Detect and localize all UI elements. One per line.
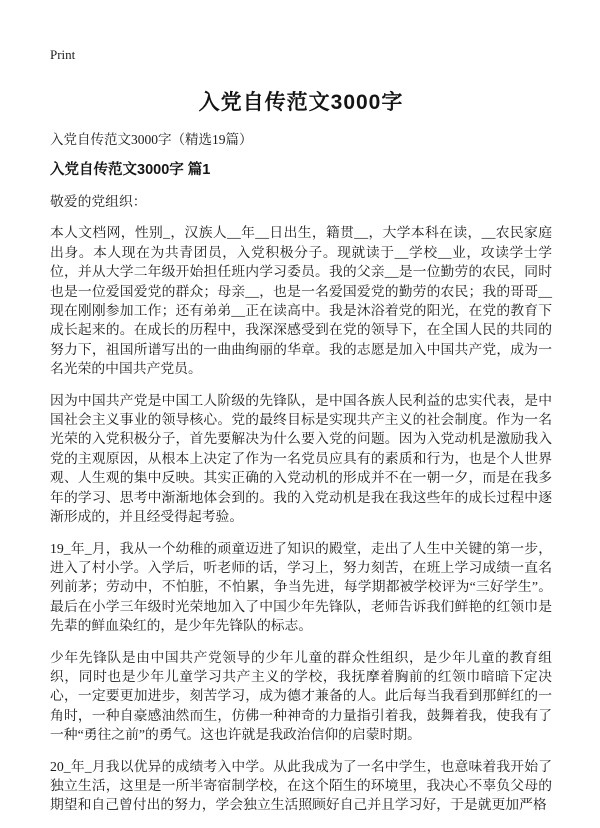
print-link[interactable]: Print	[50, 47, 76, 62]
section-heading: 入党自传范文3000字 篇1	[50, 162, 211, 178]
page-title: 入党自传范文3000字	[198, 91, 404, 114]
document-subtitle: 入党自传范文3000字（精选19篇）	[50, 132, 253, 147]
paragraph-motivation: 因为中国共产党是中国工人阶级的先锋队，是中国各族人民利益的忠实代表，是中国社会主义事业的领导核心。党的最终目标是实现共产主义的社会制度。作为一名光荣的入党积极分子，首先要解决为什么要入党的问题。因为入党动机是激励我入党的主观原因，从根本上决定了作为一名党员应具有的素质和行为，也是个人世界观、人生观的集中反映。其实正确的入党动机的形成并不在一朝一夕，而是在我多年的学习、思考中渐渐地体会到的。我的入党动机是我在我这些年的成长过程中逐渐形成的，并且经受得起考验。	[50, 392, 552, 525]
salutation: 敬爱的党组织：	[50, 194, 147, 209]
paragraph-middle-school: 20_年_月我以优异的成绩考入中学。从此我成为了一名中学生，也意味着我开始了独立生活，这里是一所半寄宿制学校，在这个陌生的环境里，我决心不辜负父母的期望和自己曾付出的努力，学会独立生活照顾好自己并且学习好，于是就更加严格	[50, 758, 552, 813]
paragraph-primary-school: 19_年_月，我从一个幼稚的顽童迈进了知识的殿堂，走出了人生中关键的第一步，进入了村小学。入学后，听老师的话，学习上，努力刻苦，在班上学习成绩一直名列前茅；劳动中，不怕脏，不怕累，争当先进，每学期都被学校评为“三好学生”。最后在小学三年级时光荣地加入了中国少年先锋队，老师告诉我们鲜艳的红领巾是先辈的鲜血染红的，是少年先锋队的标志。	[50, 540, 552, 634]
paragraph-young-pioneers: 少年先锋队是由中国共产党领导的少年儿童的群众性组织，是少年儿童的教育组织，同时也是少年儿童学习共产主义的学校，我抚摩着胸前的红领巾暗暗下定决心，一定要更加进步，刻苦学习，成为德才兼备的人。此后每当我看到那鲜红的一角时，一种自豪感油然而生，仿佛一种神奇的力量指引着我，鼓舞着我，使我有了一种“勇往之前”的勇气。这也许就是我政治信仰的启蒙时期。	[50, 649, 552, 743]
paragraph-intro: 本人文档网，性别_，汉族人__年__日出生，籍贯__，大学本科在读，__农民家庭出身。本人现在为共青团员，入党积极分子。现就读于__学校__业，攻读学士学位，并从大学二年级开始担任班内学习委员。我的父亲__是一位勤劳的农民，同时也是一位爱国爱党的群众；母亲__，也是一名爱国爱党的勤劳的农民；我的哥哥__现在刚刚参加工作；还有弟弟__正在读高中。我是沐浴着党的阳光，在党的教育下成长起来的。在成长的历程中，我深深感受到在党的领导下，在全国人民的共同的努力下，祖国所谱写出的一曲曲绚丽的华章。我的志愿是加入中国共产党，成为一名光荣的中国共产党员。	[50, 225, 552, 377]
